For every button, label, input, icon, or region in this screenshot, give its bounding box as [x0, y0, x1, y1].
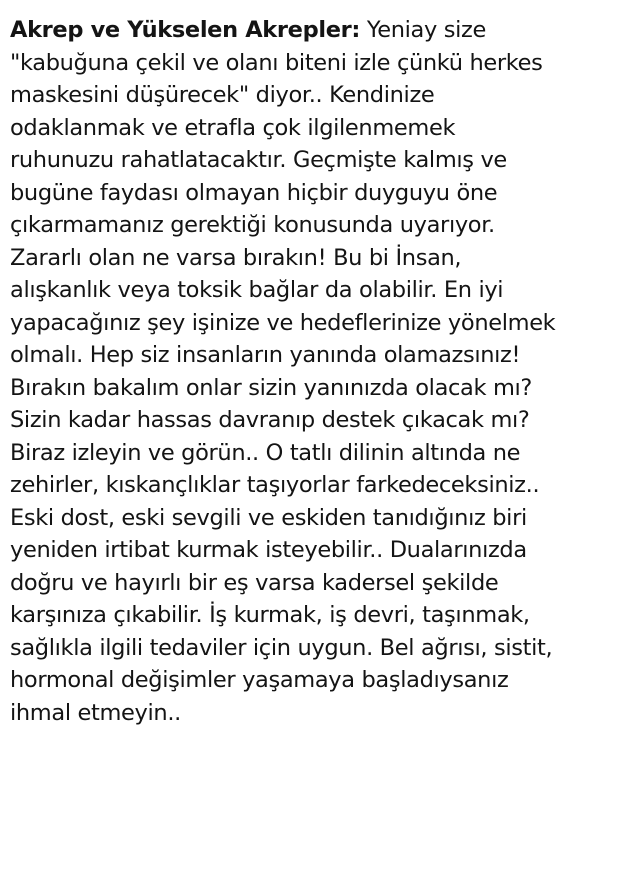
text-line-content: Yeniay size — [366, 17, 486, 43]
text-line: bugüne faydası olmayan hiçbir duyguyu öne — [10, 179, 498, 206]
text-line: odaklanmak ve etrafla çok ilgilenmemek — [10, 114, 456, 141]
text-line: Bırakın bakalım onlar sizin yanınızda olacak mı? — [10, 374, 533, 401]
text-line: olmalı. Hep siz insanların yanında olamazsınız! — [10, 342, 521, 368]
post-heading: Akrep ve Yükselen Akrepler: — [10, 17, 361, 43]
text-line — [10, 14, 618, 47]
text-line: sağlıkla ilgili tedaviler için uygun. Bel ağrısı, sistit, — [10, 634, 553, 661]
text-line: alışkanlık veya toksik bağlar da olabilir. En iyi — [10, 277, 504, 303]
text-line: doğru ve hayırlı bir eş varsa kadersel şekilde — [10, 569, 499, 596]
text-line: Zararlı olan ne varsa bırakın! Bu bi İnsan, — [10, 244, 462, 271]
text-line: Eski dost, eski sevgili ve eskiden tanıdığınız biri — [10, 504, 527, 531]
text-line: hormonal değişimler yaşamaya başladıysanız — [10, 667, 509, 693]
post-text — [10, 14, 618, 729]
text-line: zehirler, kıskançlıklar taşıyorlar farkedeceksiniz.. — [10, 472, 540, 498]
text-line: çıkarmamanız gerektiği konusunda uyarıyor. — [10, 212, 495, 238]
text-line: Sizin kadar hassas davranıp destek çıkacak mı? — [10, 407, 530, 433]
text-line: yapacağınız şey işinize ve hedeflerinize yönelmek — [10, 309, 556, 336]
text-line: ruhunuzu rahatlatacaktır. Geçmişte kalmış ve — [10, 147, 507, 173]
text-line: Biraz izleyin ve görün.. O tatlı dilinin altında ne — [10, 439, 521, 466]
text-line: ihmal etmeyin.. — [10, 699, 181, 726]
text-line: karşınıza çıkabilir. İş kurmak, iş devri, taşınmak, — [10, 602, 530, 628]
text-line: maskesini düşürecek" diyor.. Kendinize — [10, 82, 435, 108]
text-line: "kabuğuna çekil ve olanı biteni izle çünkü herkes — [10, 49, 543, 76]
text-line: yeniden irtibat kurmak isteyebilir.. Dualarınızda — [10, 537, 527, 563]
